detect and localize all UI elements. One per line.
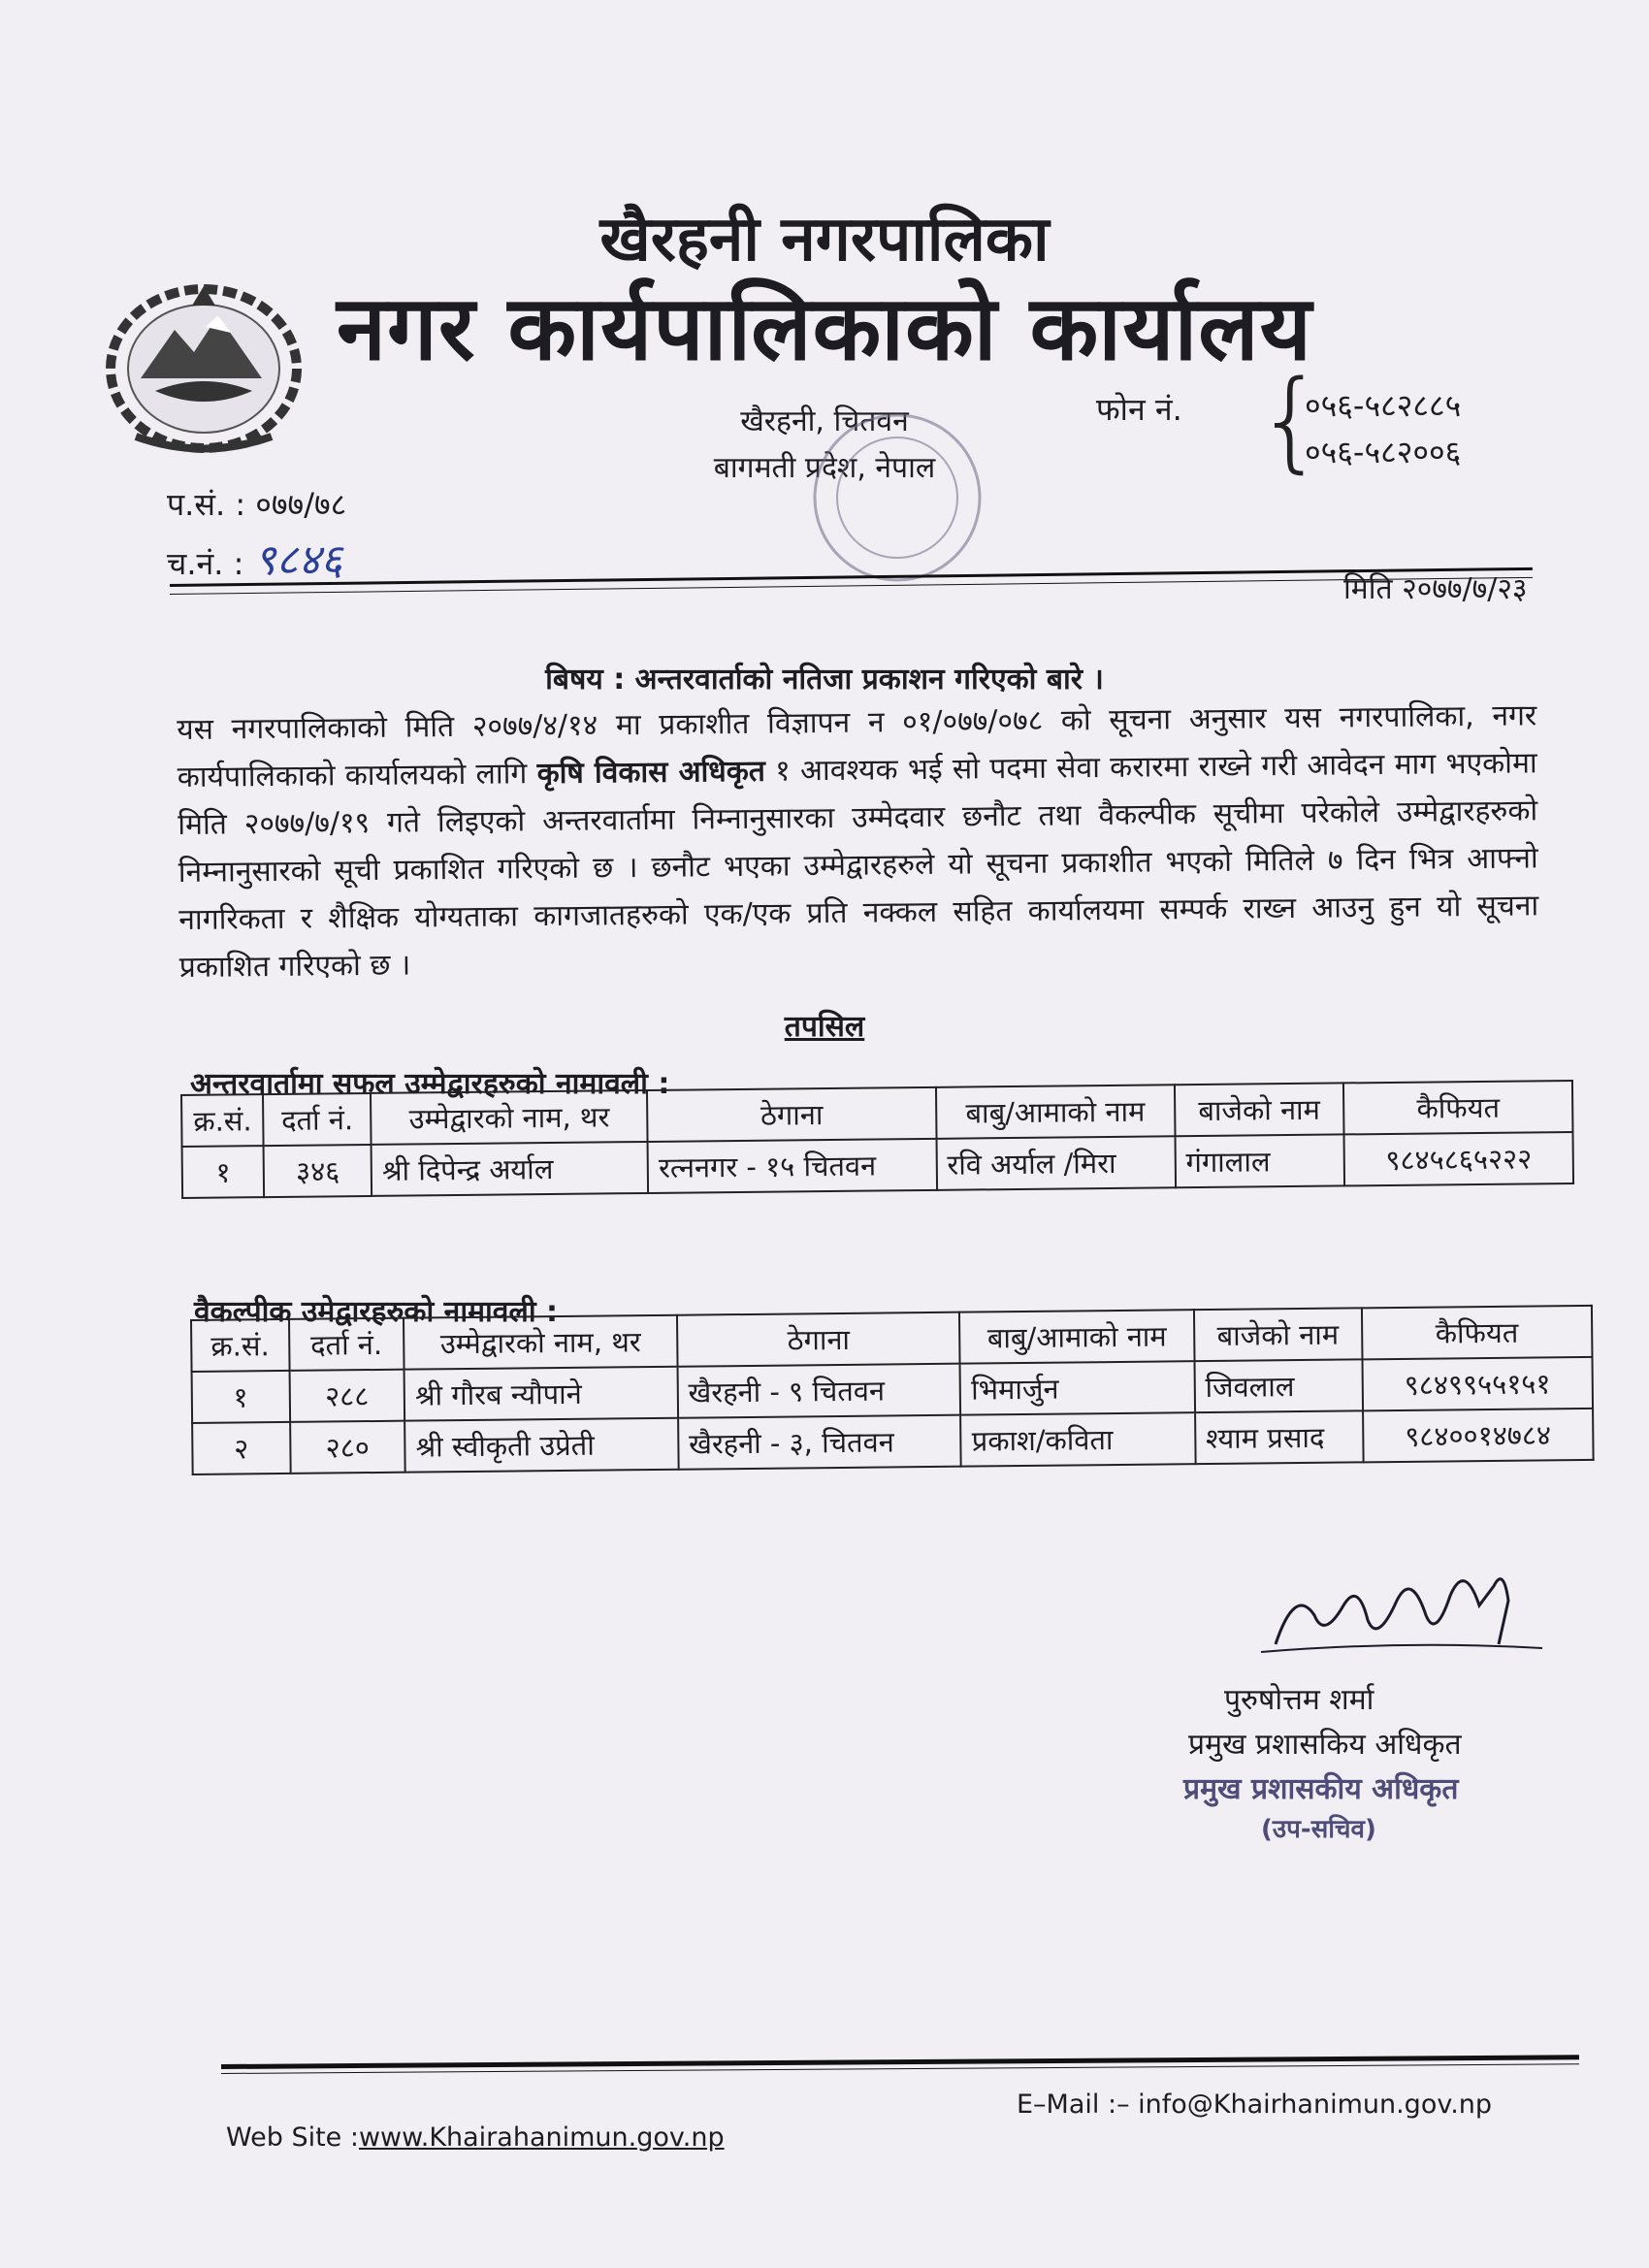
post-name: कृषि विकास अधिकृत: [536, 754, 766, 792]
ps-value: ०७७/७८: [255, 486, 347, 523]
cell-reg-no: २८०: [290, 1421, 405, 1474]
col-serial: क्र.सं.: [181, 1094, 264, 1147]
notice-date: मिति २०७७/७/२३: [1343, 572, 1528, 606]
phone-number-1: ०५६-५८२८८५: [1305, 387, 1462, 424]
office-name: नगर कार्यपालिकाको कार्यालय: [336, 276, 1313, 380]
cell-grandfather: गंगालाल: [1175, 1134, 1344, 1187]
col-reg-no: दर्ता नं.: [263, 1093, 371, 1146]
cell-address: खैरहनी - ९ चितवन: [677, 1364, 960, 1418]
footer-divider: [221, 2055, 1579, 2069]
col-grandfather: बाजेको नाम: [1175, 1083, 1344, 1136]
notice-body: [177, 692, 1539, 991]
signatory-stamp-title: प्रमुख प्रशासकीय अधिकृत: [1183, 1772, 1459, 1806]
phone-number-2: ०५६-५८२००६: [1305, 434, 1462, 470]
website-label: Web Site :: [226, 2122, 359, 2153]
cell-remarks: ९८४९९५५१५१: [1362, 1357, 1593, 1410]
alternate-candidates-table: [190, 1305, 1595, 1475]
cell-parents: प्रकाश/कविता: [960, 1412, 1195, 1467]
cell-serial: १: [192, 1371, 290, 1423]
municipality-name: खैरहनी नगरपालिका: [599, 204, 1050, 275]
signatory-title: प्रमुख प्रशासकिय अधिकृत: [1188, 1728, 1462, 1762]
ps-label: प.सं. :: [167, 486, 246, 523]
brace-icon: {: [1256, 358, 1326, 484]
reference-cn: [167, 529, 342, 587]
cell-reg-no: ३४६: [264, 1145, 372, 1197]
alternate-heading: वैकल्पीक उमेद्वारहरुको नामावली :: [194, 1295, 559, 1329]
phone-label: फोन नं.: [1096, 391, 1182, 428]
office-seal-icon: [791, 405, 1004, 590]
cell-serial: १: [182, 1146, 265, 1198]
cell-address: रत्ननगर - १५ चितवन: [648, 1139, 937, 1193]
cell-candidate: श्री गौरब न्यौपाने: [404, 1367, 678, 1421]
col-reg-no: दर्ता नं.: [289, 1318, 404, 1371]
address-line-1: खैरहनी, चितवन: [740, 405, 909, 438]
signatory-stamp-rank: (उप-सचिव): [1261, 1815, 1376, 1844]
footer-website: [226, 2122, 725, 2153]
col-grandfather: बाजेको नाम: [1194, 1308, 1362, 1361]
cell-candidate: श्री स्वीकृती उप्रेती: [404, 1418, 678, 1473]
website-link[interactable]: www.Khairahanimun.gov.np: [358, 2122, 725, 2153]
col-serial: क्र.सं.: [191, 1319, 289, 1372]
col-remarks: कैफियत: [1362, 1306, 1593, 1359]
col-remarks: कैफियत: [1343, 1081, 1572, 1134]
cell-remarks: ९८४५८६५२२२: [1344, 1132, 1573, 1185]
cell-grandfather: जिवलाल: [1194, 1359, 1362, 1412]
footer-email[interactable]: E–Mail :– info@Khairhanimun.gov.np: [1017, 2090, 1493, 2120]
cell-serial: २: [192, 1422, 290, 1474]
cn-value: ९८४६: [253, 535, 343, 585]
reference-ps: [167, 483, 346, 525]
body-text-2: १ आवश्यक भई सो पदमा सेवा करारमा राख्ने गरी आवेदन माग भएकोमा मिति २०७७/७/१९ गते लिइएको अन्तरवार्तामा निम्नानुसारका उम्मेदवार छनौट तथा वैकल्पीक सूचीमा परेकोले उम्मेद्वारहरुको निम्नानुसारको सूची प्रकाशित गरिएको छ । छनौट भएका उम्मेद्वारहरुले यो सूचना प्रकाशीत भएको मितिले ७ दिन भित्र आफ्नो नागरिकता र शैक्षिक योग्यताका कागजातहरुको एक/एक प्रति नक्कल सहित कार्यालयमा सम्पर्क राख्न आउनु हुन यो सूचना प्रकाशित गरिएको छ ।: [178, 746, 1539, 985]
signature-icon: [1256, 1547, 1547, 1669]
col-address: ठेगाना: [677, 1312, 960, 1367]
cell-address: खैरहनी - ३, चितवन: [678, 1415, 961, 1470]
tapasil-heading: तपसिल: [784, 1010, 865, 1044]
cn-label: च.नं. :: [167, 545, 244, 582]
cell-parents: भिमार्जुन: [960, 1361, 1195, 1415]
col-address: ठेगाना: [647, 1087, 936, 1142]
cell-grandfather: श्याम प्रसाद: [1195, 1410, 1363, 1464]
notice-subject: बिषय : अन्तरवार्ताको नतिजा प्रकाशन गरिएको बारे ।: [545, 663, 1104, 697]
col-candidate: उम्मेद्वारको नाम, थर: [404, 1315, 677, 1370]
cell-parents: रवि अर्याल /मिरा: [936, 1136, 1176, 1190]
successful-candidates-table: [180, 1080, 1574, 1199]
col-candidate: उम्मेद्वारको नाम, थर: [371, 1090, 648, 1145]
signatory-name: पुरुषोत्तम शर्मा: [1224, 1683, 1374, 1717]
successful-heading: अन्तरवार्तामा सफल उम्मेद्वारहरुको नामावली :: [190, 1067, 670, 1101]
cell-reg-no: २८८: [289, 1370, 404, 1422]
col-parents: बाबु/आमाको नाम: [959, 1310, 1194, 1364]
cell-candidate: श्री दिपेन्द्र अर्याल: [372, 1142, 649, 1196]
col-parents: बाबु/आमाको नाम: [936, 1085, 1176, 1139]
cell-remarks: ९८४००१४७८४: [1363, 1409, 1594, 1462]
body-text-1: यस नगरपालिकाको मिति २०७७/४/१४ मा प्रकाशीत विज्ञापन न ०१/०७७/०७८ को सूचना अनुसार यस नगरपालिका, नगर कार्यपालिकाको कार्यालयको लागि: [177, 698, 1537, 794]
address-line-2: बागमती प्रदेश, नेपाल: [713, 451, 936, 485]
